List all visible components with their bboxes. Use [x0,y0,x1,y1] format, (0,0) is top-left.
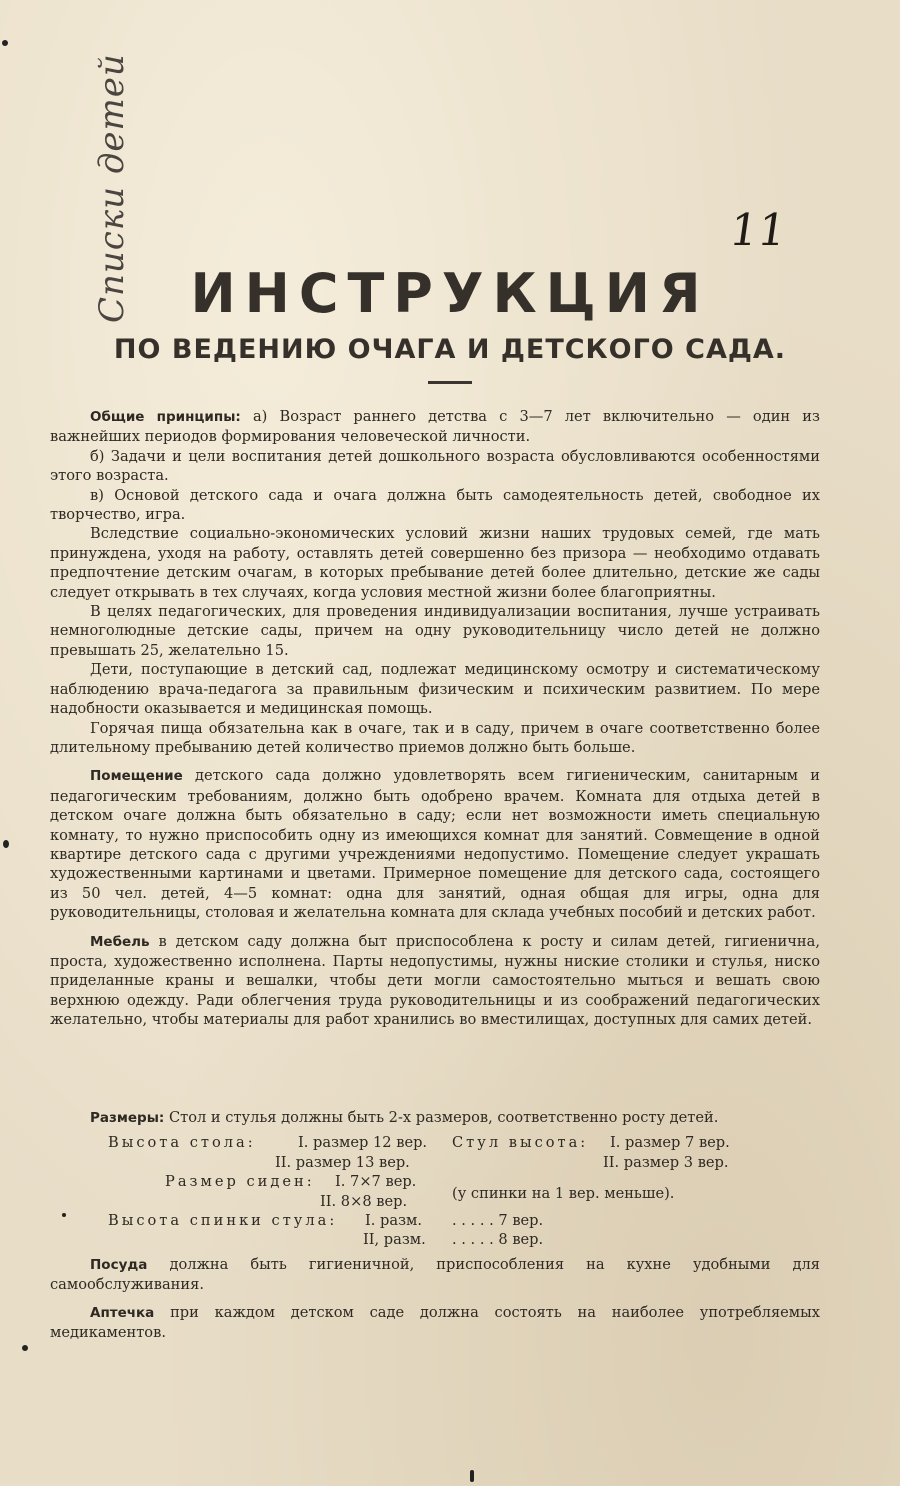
paragraph-general-c: в) Основой детского сада и очага должна быть самодеятельность детей, свободное их творчество, игра. [50,486,820,524]
document-subtitle: ПО ВЕДЕНИЮ ОЧАГА И ДЕТСКОГО САДА. [113,334,787,365]
paragraph-general-f: Дети, поступающие в детский сад, подлежат медицинскому осмотру и систематическому наблюдению врача-педагога за правильным физическим и психическим развитием. По мере надобности оказывается и медицинская помощь. [50,661,820,718]
paragraph-general-b: б) Задачи и цели воспитания детей дошкольного возраста обусловливаются особенностями этого возраста. [50,447,820,485]
sizes-row [90,1153,820,1172]
table-height-label: Высота стола: [108,1134,256,1152]
table-height-1: I. размер 12 вер. [298,1134,428,1152]
section-lead-first-aid: Аптечка [90,1304,155,1321]
handwritten-note-text: Списки детей [92,53,132,323]
back-size-2-value: . . . . . 8 вер. [452,1231,544,1249]
ink-mark [22,1345,28,1351]
seat-size-2: II. 8×8 вер. [320,1192,408,1210]
paragraph-text: а) Возраст раннего детства с 3—7 лет включительно — один из важнейших периодов формирования человеческой личности. [50,408,820,446]
paragraph-text: должна быть гигиеничной, приспособления на кухне удобными для самообслуживания. [50,1256,821,1294]
paragraph-text: в детском саду должна быт приспособлена к росту и силам детей, гигиенична, проста, художественно исполнена. Парты недопустимы, нужны ниские столики и стулья, ниско приделанные краны и вешалки, чтобы дети могли самостоятельно мыться и вешать свою верхнюю одежду. Ради облегчения труда руководительницы и из соображений педагогических желательно, чтобы материалы для работ хранились во вместилищах, доступных для самих детей. [50,932,820,1029]
seat-size-note: (у спинки на 1 вер. меньше). [452,1184,675,1202]
ink-mark [2,40,8,46]
section-lead-furniture: Мебель [90,933,150,950]
chair-height-1: I. размер 7 вер. [610,1134,730,1152]
chair-height-2: II. размер 3 вер. [603,1153,729,1171]
paragraph-general-a [50,407,820,447]
ink-mark [470,1470,474,1482]
back-size-2: II, разм. [363,1231,426,1249]
document-body [50,407,820,1030]
section-lead-dishes: Посуда [90,1257,148,1273]
page-number: 11 [726,205,790,256]
ink-mark [3,840,9,848]
paragraph-general-d: Вследствие социально-экономических условий жизни наших трудовых семей, где мать принуждена, уходя на работу, оставлять детей совершенно без призора — необходимо отдавать предпочтение детским очагам, в которых пребывание детей более длительно, детские же сады следует открывать в тех случаях, когда условия местной жизни более благоприятны. [50,525,820,601]
back-size-1-value: . . . . . 7 вер. [452,1211,544,1229]
sizes-intro [90,1108,718,1128]
document-title: ИНСТРУКЦИЯ [190,262,710,325]
closing-section [50,1255,820,1343]
ink-mark [62,1213,66,1217]
paragraph-furniture [50,932,820,1030]
chair-height-label: Стул высота: [452,1134,589,1152]
sizes-row [90,1184,820,1211]
paragraph-text: детского сада должно удовлетворять всем гигиеническим, санитарным и педагогическим требованиям, должно быть одобрено врачем. Комната для отдыха детей в детском очаге должна быть обязательно в саду; если нет возможности иметь специальную комнату, то нужно приспособить одну из имеющихся комнат для занятий. Совмещение в одной квартире детского сада с другими учреждениями недопустимо. Помещение следует украшать художественными картинами и цветами. Примерное помещение для детского сада, состоящего из 50 чел. детей, 4—5 комнат: одна для занятий, одная общая для игры, одна для руководительницы, столовая и желательна комната для склада учебных пособий и детских работ. [50,767,820,922]
paragraph-dishes [50,1255,820,1295]
sizes-row [90,1133,820,1152]
table-height-2: II. размер 13 вер. [275,1153,410,1171]
sizes-row [90,1230,820,1249]
sizes-section [90,1108,820,1250]
seat-size-label: Размер сиден: [165,1173,315,1191]
paragraph-first-aid [50,1303,820,1343]
section-lead-sizes: Размеры: [90,1110,165,1126]
paragraph-general-g: Горячая пища обязательна как в очаге, так и в саду, причем в очаге соответственно более длительному пребыванию детей количество приемов должно быть больше. [50,719,820,756]
sizes-intro-row [90,1108,820,1127]
sizes-text: Стол и стулья должны быть 2-х размеров, соответственно росту детей. [168,1109,719,1126]
back-size-1: I. разм. [365,1211,423,1229]
paragraph-general-e: В целях педагогических, для проведения индивидуализации воспитания, лучше устраивать немноголюдные детские сады, причем на одну руководительницу число детей не должно превышать 25, желательно 15. [50,603,820,659]
paragraph-premises [50,766,820,922]
paragraph-text: при каждом детском саде должна состоять на наиболее употребляемых медикаментов. [50,1303,820,1342]
seat-size-1: I. 7×7 вер. [335,1173,417,1191]
section-lead-premises: Помещение [90,768,183,785]
back-height-label: Высота спинки стула: [108,1211,338,1229]
sizes-row [90,1211,820,1230]
section-lead-general: Общие принципы: [90,409,241,425]
title-divider [428,381,472,384]
